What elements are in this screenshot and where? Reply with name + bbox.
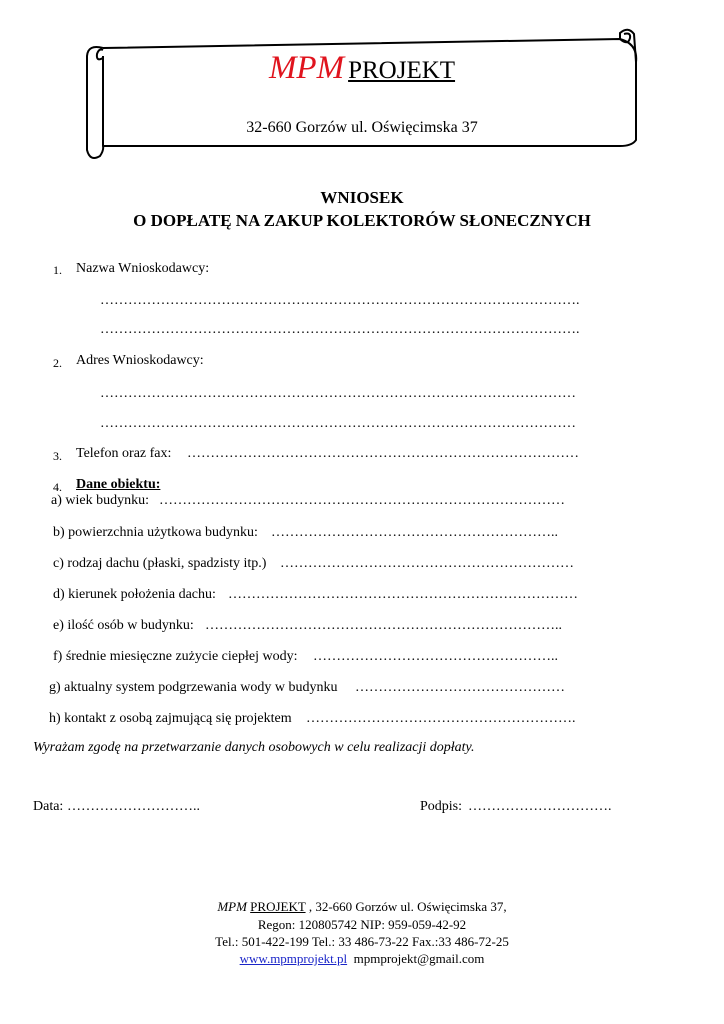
signature-label: Podpis: <box>420 799 463 814</box>
object-data-heading: Dane obiektu: <box>76 477 161 492</box>
footer-address: , 32-660 Gorzów ul. Oświęcimska 37, <box>305 899 507 914</box>
footer-company-line <box>0 899 724 915</box>
object-field-label: c) rodzaj dachu (płaski, spadzisty itp.) <box>53 556 267 571</box>
object-field-label: d) kierunek położenia dachu: <box>53 587 216 602</box>
applicant-address-field-line-1[interactable]: ………………………………………………………………………………………… <box>100 386 576 401</box>
applicant-name-field-line-1[interactable]: …………………………………………………………………………………………. <box>100 293 580 308</box>
brand-title <box>0 50 724 87</box>
footer-regon-nip: Regon: 120805742 NIP: 959-059-42-92 <box>257 917 467 932</box>
brand-mpm: MPM <box>268 50 345 86</box>
field-number: 3. <box>53 449 62 463</box>
footer-brand-projekt: PROJEKT <box>250 899 306 914</box>
applicant-name-field-line-2[interactable]: …………………………………………………………………………………………. <box>100 322 580 337</box>
object-field-label: b) powierzchnia użytkowa budynku: <box>53 525 258 540</box>
object-field-input[interactable]: …………………………………………………….. <box>271 525 558 540</box>
object-field-input[interactable]: ………………………………………………………………….. <box>205 618 562 633</box>
phone-fax-field[interactable]: ………………………………………………………………………… <box>187 446 579 461</box>
date-label: Data: <box>33 799 64 814</box>
object-field-input[interactable]: ……………………………………… <box>355 680 565 695</box>
date-field[interactable]: ……………………….. <box>67 799 200 814</box>
object-field-label: e) ilość osób w budynku: <box>53 618 194 633</box>
applicant-address-label: Adres Wnioskodawcy: <box>76 353 204 368</box>
document-subtitle: O DOPŁATĘ NA ZAKUP KOLEKTORÓW SŁONECZNYCH <box>133 211 591 230</box>
field-number: 1. <box>53 263 62 277</box>
signature-field[interactable]: …………………………. <box>468 799 612 814</box>
scroll-banner-frame <box>0 0 724 200</box>
brand-projekt: PROJEKT <box>348 57 456 84</box>
object-field-input[interactable]: …………………………………………………………………………… <box>159 493 565 508</box>
phone-fax-label: Telefon oraz fax: <box>76 446 172 461</box>
header-address: 32-660 Gorzów ul. Oświęcimska 37 <box>246 119 478 136</box>
footer-contact-line <box>0 951 724 967</box>
footer-brand-mpm: MPM <box>217 899 247 914</box>
consent-statement: Wyrażam zgodę na przetwarzanie danych osobowych w celu realizacji dopłaty. <box>33 740 475 755</box>
object-field-label: a) wiek budynku: <box>51 493 149 508</box>
object-field-label: f) średnie miesięczne zużycie ciepłej wody: <box>53 649 298 664</box>
applicant-address-field-line-2[interactable]: ………………………………………………………………………………………… <box>100 416 576 431</box>
field-number: 2. <box>53 356 62 370</box>
object-field-input[interactable]: …………………………………………………. <box>306 711 576 726</box>
footer-email: mpmprojekt@gmail.com <box>353 951 485 966</box>
applicant-name-label: Nazwa Wnioskodawcy: <box>76 261 210 276</box>
object-field-label: g) aktualny system podgrzewania wody w budynku <box>49 680 338 695</box>
object-field-input[interactable]: ……………………………………………………… <box>280 556 574 571</box>
footer-phones: Tel.: 501-422-199 Tel.: 33 486-73-22 Fax.:33 486-72-25 <box>215 934 509 949</box>
object-field-input[interactable]: ………………………………………………………………… <box>228 587 578 602</box>
object-field-label: h) kontakt z osobą zajmującą się projektem <box>49 711 292 726</box>
object-field-input[interactable]: …………………………………………….. <box>313 649 558 664</box>
field-number: 4. <box>53 480 62 494</box>
website-link[interactable]: www.mpmprojekt.pl <box>239 951 348 966</box>
document-title: WNIOSEK <box>320 188 404 207</box>
